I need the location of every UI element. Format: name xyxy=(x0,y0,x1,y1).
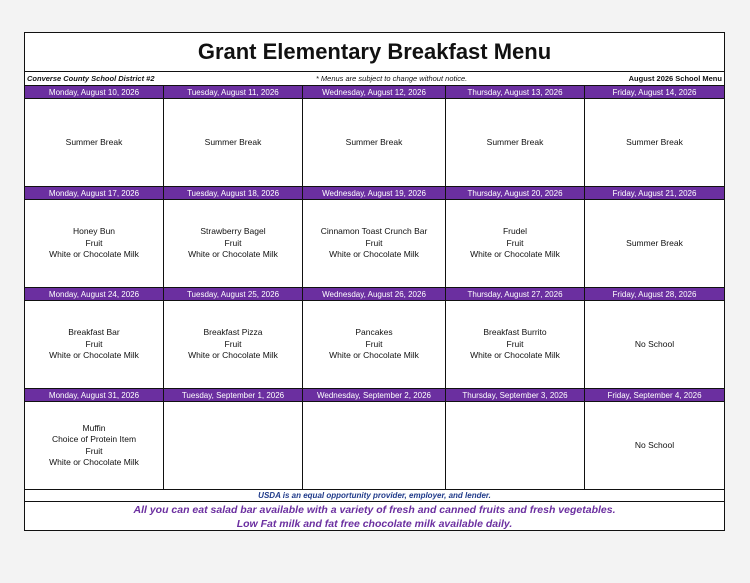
menu-cell xyxy=(25,402,164,490)
day-header: Friday, September 4, 2026 xyxy=(585,389,724,402)
menu-item: Muffin xyxy=(82,422,106,433)
menu-item: White or Chocolate Milk xyxy=(329,350,419,361)
menu-sheet xyxy=(24,32,725,531)
menu-item: Choice of Protein Item xyxy=(51,434,137,444)
menu-cell xyxy=(303,402,446,490)
week-row xyxy=(25,187,724,288)
menu-item: Breakfast Bar xyxy=(68,327,120,338)
menu-cell xyxy=(303,301,446,389)
menu-cell xyxy=(446,99,585,187)
menu-item: Pancakes xyxy=(355,327,393,338)
week-row xyxy=(25,288,724,389)
menu-cell xyxy=(164,402,303,490)
menu-cell xyxy=(303,200,446,288)
menu-item: Breakfast Pizza xyxy=(203,327,263,338)
day-header: Friday, August 28, 2026 xyxy=(585,288,724,301)
day-header: Thursday, August 27, 2026 xyxy=(446,288,585,301)
day-header: Monday, August 17, 2026 xyxy=(25,187,164,200)
day-header: Wednesday, August 19, 2026 xyxy=(303,187,446,200)
menu-item: Fruit xyxy=(224,237,242,248)
footer-line-milk: Low Fat milk and fat free chocolate milk available daily. xyxy=(236,518,513,530)
menu-cell xyxy=(446,301,585,389)
menu-item: White or Chocolate Milk xyxy=(188,249,278,260)
menu-cell xyxy=(25,99,164,187)
month-label: August 2026 School Menu xyxy=(628,74,722,83)
menu-item: Fruit xyxy=(365,237,383,248)
menu-item: Fruit xyxy=(85,338,103,349)
menu-item: Frudel xyxy=(502,226,528,237)
menu-item: Fruit xyxy=(506,237,524,248)
menu-cell xyxy=(303,99,446,187)
day-header: Thursday, August 20, 2026 xyxy=(446,187,585,200)
day-header: Wednesday, September 2, 2026 xyxy=(303,389,446,402)
day-header: Thursday, August 13, 2026 xyxy=(446,86,585,99)
menu-item: No School xyxy=(634,338,675,349)
week-row xyxy=(25,389,724,490)
menu-item: Summer Break xyxy=(204,136,262,147)
menu-item: White or Chocolate Milk xyxy=(470,249,560,260)
district-label: Converse County School District #2 xyxy=(27,74,155,83)
menu-cell xyxy=(164,99,303,187)
menu-cell xyxy=(25,200,164,288)
menu-item: Fruit xyxy=(85,445,103,456)
menu-item: Cinnamon Toast Crunch Bar xyxy=(320,226,428,237)
day-header: Thursday, September 3, 2026 xyxy=(446,389,585,402)
menu-cell xyxy=(585,301,724,389)
menu-cell xyxy=(585,99,724,187)
usda-notice: USDA is an equal opportunity provider, employer, and lender. xyxy=(25,490,724,502)
menu-cell xyxy=(585,402,724,490)
menu-cell xyxy=(164,200,303,288)
day-header: Friday, August 14, 2026 xyxy=(585,86,724,99)
day-header: Monday, August 31, 2026 xyxy=(25,389,164,402)
menu-item: White or Chocolate Milk xyxy=(329,249,419,260)
footer-line-salad-bar: All you can eat salad bar available with a variety of fresh and canned fruits and fresh vegetables. xyxy=(133,504,616,516)
menu-item: Fruit xyxy=(85,237,103,248)
menu-cell xyxy=(585,200,724,288)
menu-item: No School xyxy=(634,439,675,450)
menu-calendar xyxy=(25,86,724,490)
menu-cell xyxy=(25,301,164,389)
menu-cell xyxy=(446,200,585,288)
menu-item: White or Chocolate Milk xyxy=(49,249,139,260)
menu-item: Summer Break xyxy=(626,136,683,147)
day-header: Wednesday, August 26, 2026 xyxy=(303,288,446,301)
subheader xyxy=(25,72,724,86)
menu-item: Strawberry Bagel xyxy=(200,226,266,237)
day-header: Wednesday, August 12, 2026 xyxy=(303,86,446,99)
menu-item: White or Chocolate Milk xyxy=(49,350,139,361)
footer-notes xyxy=(25,502,724,531)
day-header: Tuesday, August 11, 2026 xyxy=(164,86,303,99)
day-header: Tuesday, August 18, 2026 xyxy=(164,187,303,200)
day-header: Monday, August 24, 2026 xyxy=(25,288,164,301)
day-header: Tuesday, September 1, 2026 xyxy=(164,389,303,402)
menu-item: Fruit xyxy=(506,338,524,349)
day-header: Monday, August 10, 2026 xyxy=(25,86,164,99)
page-title: Grant Elementary Breakfast Menu xyxy=(25,33,724,72)
change-notice: * Menus are subject to change without notice. xyxy=(315,74,468,83)
menu-item: Fruit xyxy=(224,338,242,349)
day-header: Friday, August 21, 2026 xyxy=(585,187,724,200)
menu-item: White or Chocolate Milk xyxy=(188,350,278,361)
menu-cell xyxy=(164,301,303,389)
menu-item: Summer Break xyxy=(486,136,544,147)
week-row xyxy=(25,86,724,187)
menu-item: White or Chocolate Milk xyxy=(49,457,139,467)
menu-item: Breakfast Burrito xyxy=(483,327,547,338)
day-header: Tuesday, August 25, 2026 xyxy=(164,288,303,301)
menu-item: Fruit xyxy=(365,338,383,349)
menu-item: White or Chocolate Milk xyxy=(470,350,560,361)
menu-item: Summer Break xyxy=(345,136,403,147)
menu-item: Honey Bun xyxy=(72,226,116,237)
menu-item: Summer Break xyxy=(626,237,683,248)
menu-cell xyxy=(446,402,585,490)
menu-item: Summer Break xyxy=(65,136,123,147)
